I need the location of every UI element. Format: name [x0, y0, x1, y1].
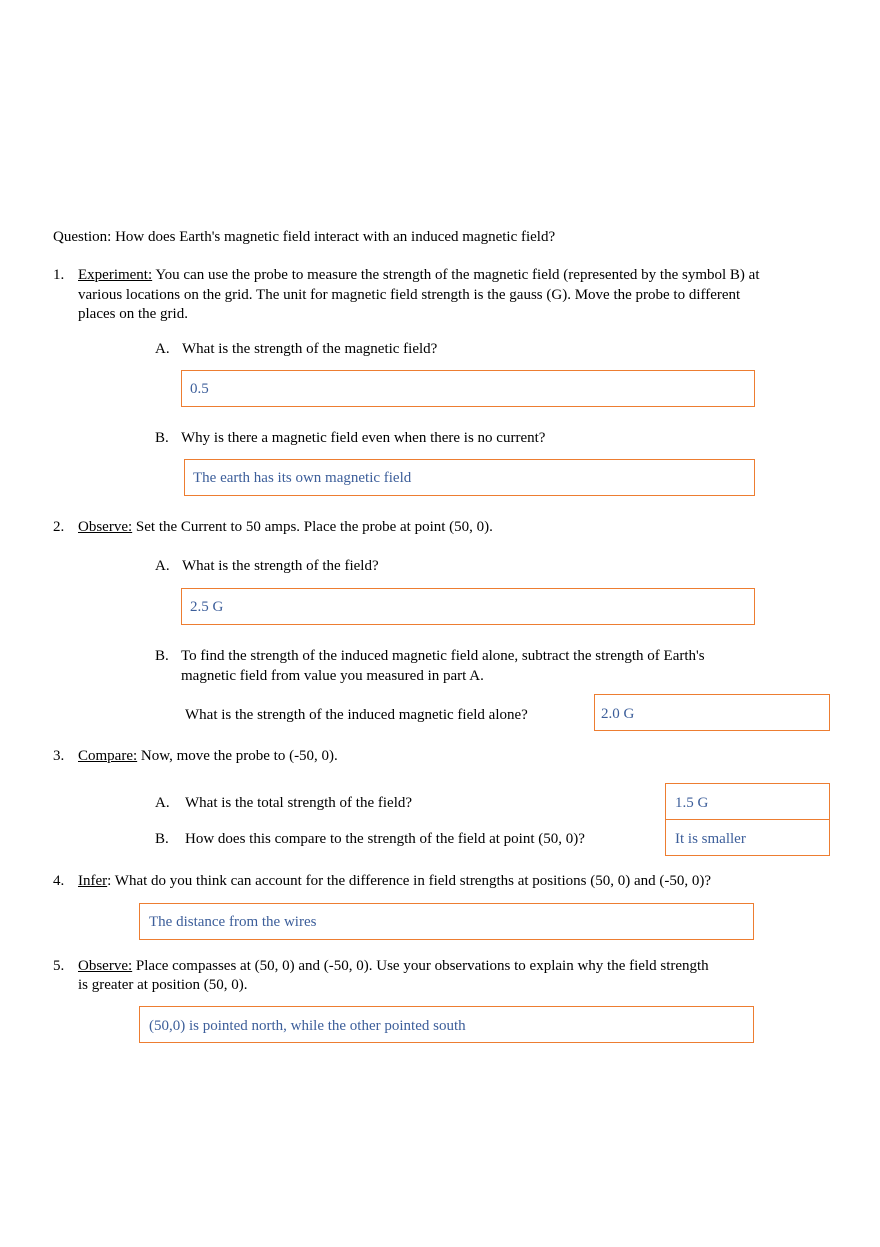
item-1-paragraph	[78, 266, 768, 325]
item-3b-letter: B.	[155, 831, 169, 847]
item-2b-text-line2: magnetic field from value you measured in part A.	[181, 668, 484, 684]
item-1a-answer-box[interactable]	[181, 370, 755, 407]
item-5-text-line1: Place compasses at (50, 0) and (-50, 0). Use your observations to explain why the field strength	[132, 958, 709, 974]
item-3-number: 3.	[53, 748, 65, 764]
item-4-text: : What do you think can account for the difference in field strengths at positions (50, 0) and (-50, 0)?	[107, 873, 712, 889]
item-1a-question: What is the strength of the magnetic field?	[182, 341, 438, 357]
item-1-text: You can use the probe to measure the strength of the magnetic field (represented by the symbol B) at various locations on the grid. The unit for magnetic field strength is the gauss (G). Move the probe to different places on the grid.	[78, 267, 760, 322]
item-2a-letter: A.	[155, 558, 170, 574]
item-2b-answer-box[interactable]	[594, 694, 830, 731]
item-2a-answer: 2.5 G	[190, 599, 224, 615]
item-2a-answer-box[interactable]	[181, 588, 755, 625]
item-5-text-line2: is greater at position (50, 0).	[78, 977, 248, 993]
item-4-label: Infer	[78, 873, 108, 889]
item-4-answer-box[interactable]	[139, 903, 754, 940]
item-5-paragraph-line1	[78, 957, 709, 976]
item-1b-question: Why is there a magnetic field even when there is no current?	[181, 430, 546, 446]
item-2-label: Observe:	[78, 519, 133, 535]
item-1b-answer-box[interactable]	[184, 459, 755, 496]
item-3a-answer-box[interactable]	[665, 783, 830, 820]
question-heading: Question: How does Earth's magnetic field interact with an induced magnetic field?	[53, 229, 556, 245]
item-3a-question: What is the total strength of the field?	[185, 795, 413, 811]
item-2a-question: What is the strength of the field?	[182, 558, 379, 574]
item-2b-text-line1: To find the strength of the induced magnetic field alone, subtract the strength of Earth's	[181, 648, 705, 664]
item-5-number: 5.	[53, 958, 65, 974]
item-4-paragraph	[78, 872, 711, 891]
item-5-answer-box[interactable]	[139, 1006, 754, 1043]
item-3-label: Compare:	[78, 748, 138, 764]
item-3-paragraph	[78, 747, 338, 766]
item-2-number: 2.	[53, 519, 65, 535]
item-3b-answer-box[interactable]	[665, 819, 830, 856]
item-3-text: Now, move the probe to (-50, 0).	[137, 748, 338, 764]
item-3b-question: How does this compare to the strength of the field at point (50, 0)?	[185, 831, 585, 847]
item-5-label: Observe:	[78, 958, 133, 974]
item-1-label: Experiment:	[78, 267, 153, 283]
item-2-paragraph	[78, 518, 493, 537]
item-1a-answer: 0.5	[190, 381, 209, 397]
item-2-text: Set the Current to 50 amps. Place the probe at point (50, 0).	[132, 519, 493, 535]
item-3b-answer: It is smaller	[675, 831, 746, 847]
item-4-number: 4.	[53, 873, 65, 889]
item-2b-letter: B.	[155, 648, 169, 664]
item-1a-letter: A.	[155, 341, 170, 357]
item-2b-answer: 2.0 G	[601, 706, 635, 722]
item-1b-answer: The earth has its own magnetic field	[193, 470, 412, 486]
item-3a-answer: 1.5 G	[675, 795, 709, 811]
item-2b-question: What is the strength of the induced magnetic field alone?	[185, 707, 528, 723]
item-4-answer: The distance from the wires	[149, 914, 317, 930]
item-1-number: 1.	[53, 267, 65, 283]
item-5-answer: (50,0) is pointed north, while the other pointed south	[149, 1018, 466, 1034]
item-3a-letter: A.	[155, 795, 170, 811]
item-1b-letter: B.	[155, 430, 169, 446]
